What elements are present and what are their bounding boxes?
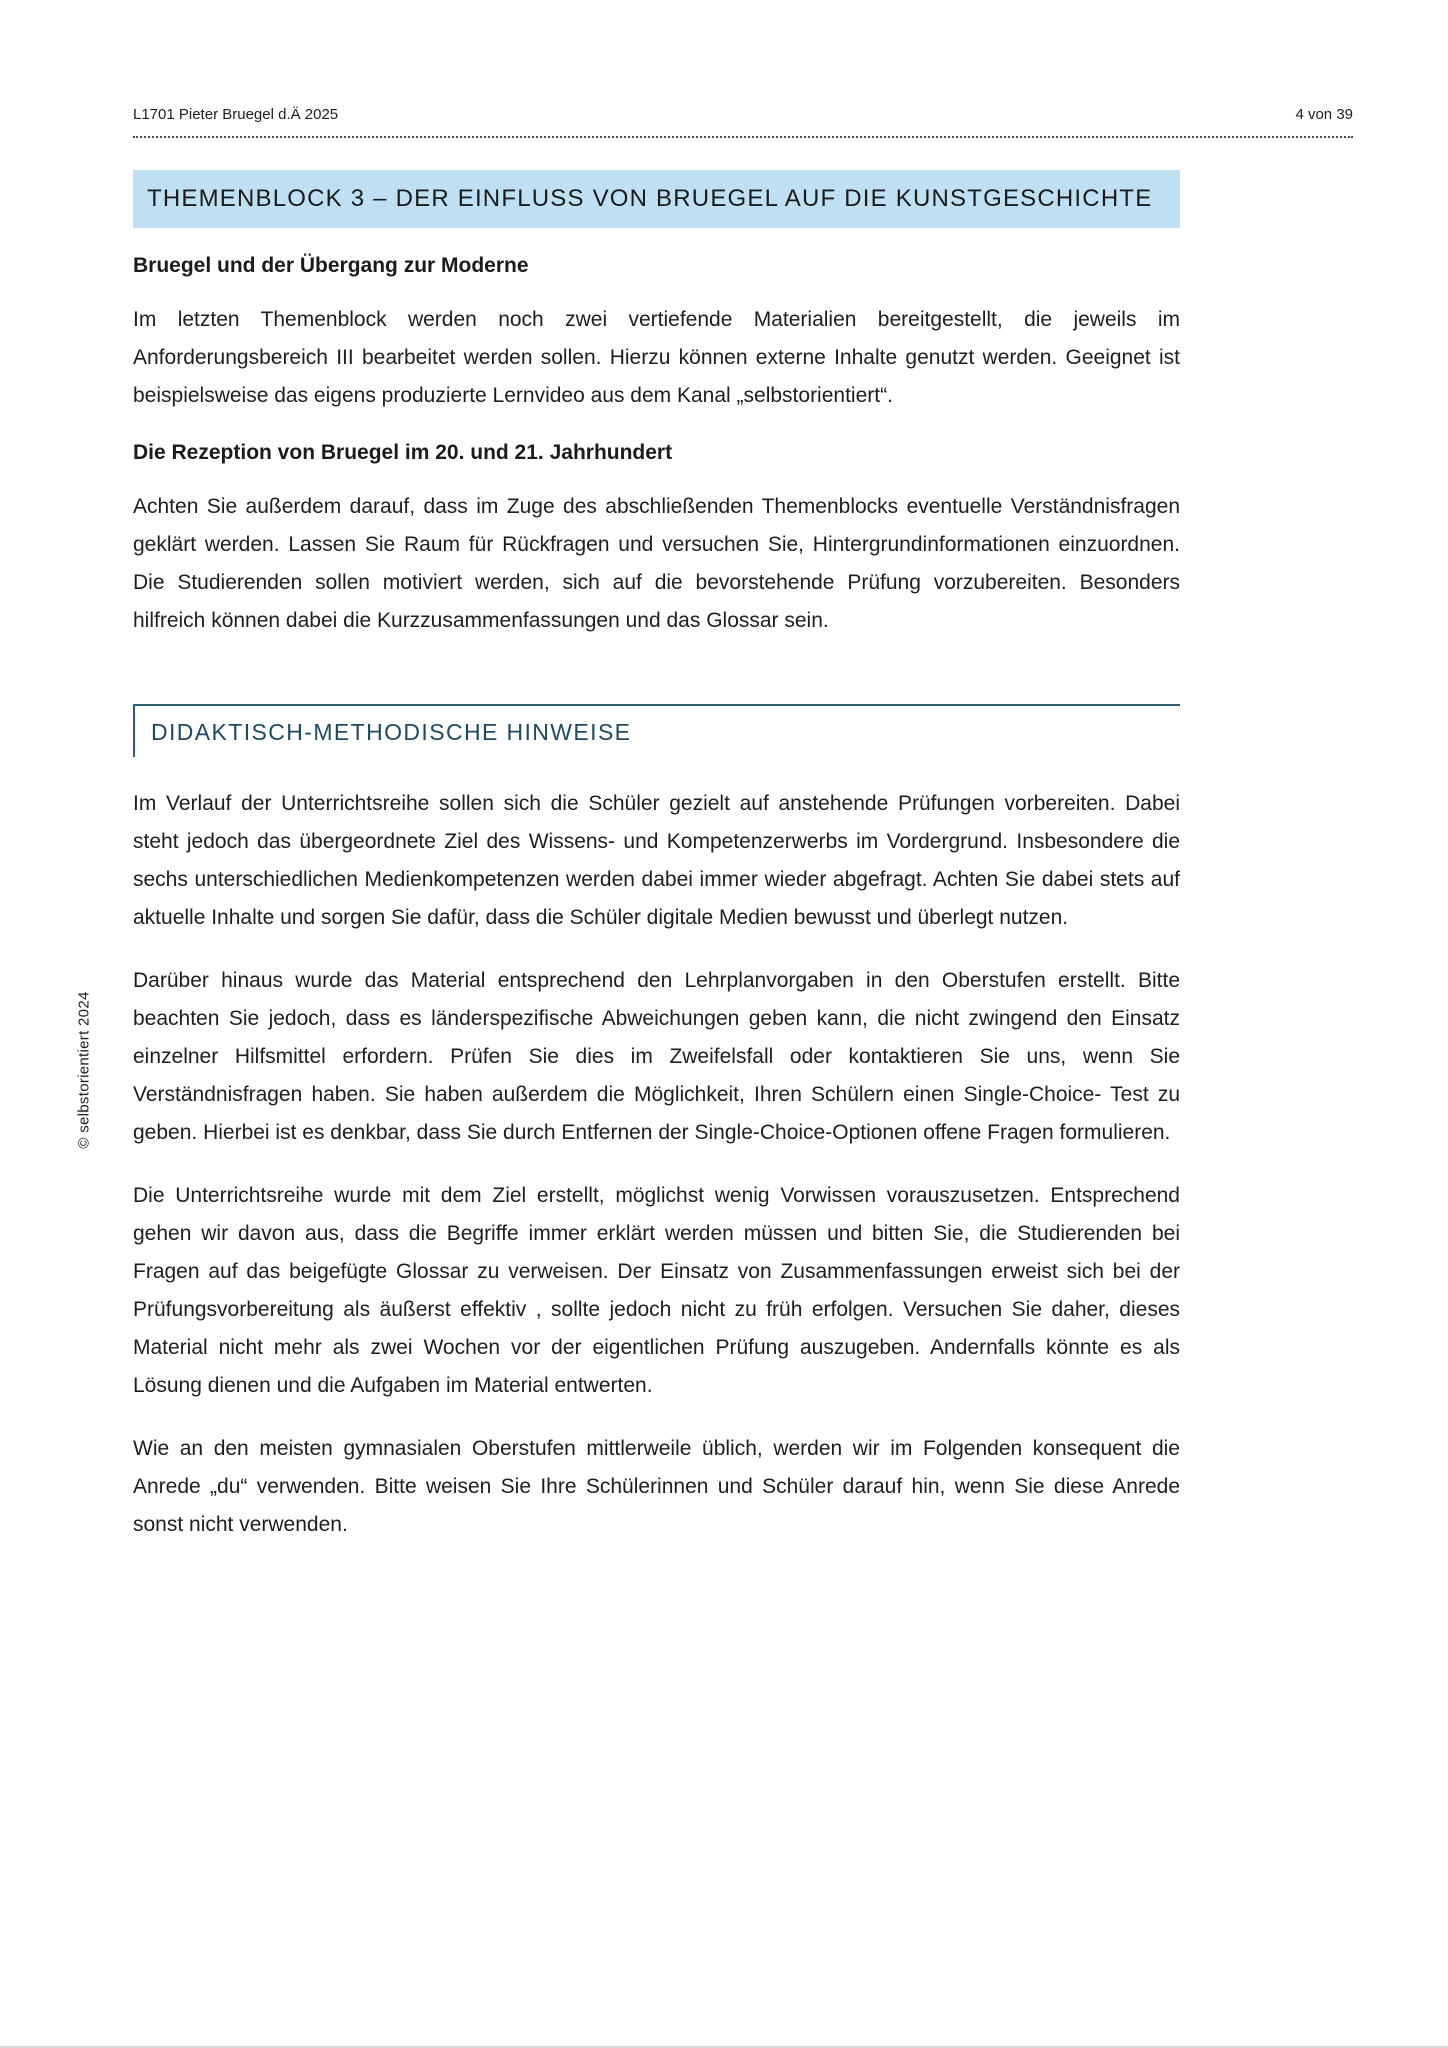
page-header — [133, 0, 1353, 138]
themenblock-3-title: THEMENBLOCK 3 – DER EINFLUSS VON BRUEGEL AUF DIE KUNSTGESCHICHTE — [133, 170, 1180, 228]
paragraph-didaktik-1: Im Verlauf der Unterrichtsreihe sollen sich die Schüler gezielt auf anstehende Prüfungen vorbereiten. Dabei steht jedoch das übergeordnete Ziel des Wissens- und Kompetenzerwerbs im Vordergrund. Insbesondere die sechs unterschiedlichen Medienkompetenzen werden dabei immer wieder abgefragt. Achten Sie dabei stets auf aktuelle Inhalte und sorgen Sie dafür, dass die Schüler digitale Medien bewusst und überlegt nutzen. — [133, 792, 1180, 929]
paragraph-didaktik-2: Darüber hinaus wurde das Material entsprechend den Lehrplanvorgaben in den Oberstufen erstellt. Bitte beachten Sie jedoch, dass es länderspezifische Abweichungen geben kann, die nicht zwingend den Einsatz einzelner Hilfsmittel erfordern. Prüfen Sie dies im Zweifelsfall oder kontaktieren Sie uns, wenn Sie Verständnisfragen haben. Sie haben außerdem die Möglichkeit, Ihren Schülern einen Single-Choice- Test zu geben. Hierbei ist es denkbar, dass Sie durch Entfernen der Single-Choice-Optionen offene Fragen formulieren. — [133, 969, 1180, 1144]
didaktik-section-title: DIDAKTISCH-METHODISCHE HINWEISE — [133, 704, 1180, 757]
paragraph-themenblock-abschluss: Achten Sie außerdem darauf, dass im Zuge des abschließenden Themenblocks eventuelle Verständnisfragen geklärt werden. Lassen Sie Raum für Rückfragen und versuchen Sie, Hintergrundinformationen einzuordnen. Die Studierenden sollen motiviert werden, sich auf die bevorstehende Prüfung vorzubereiten. Besonders hilfreich können dabei die Kurzzusammenfassungen und das Glossar sein. — [133, 495, 1180, 632]
paragraph-didaktik-4: Wie an den meisten gymnasialen Oberstufen mittlerweile üblich, werden wir im Folgenden konsequent die Anrede „du“ verwenden. Bitte weisen Sie Ihre Schülerinnen und Schüler darauf hin, wenn Sie diese Anrede sonst nicht verwenden. — [133, 1437, 1180, 1536]
page-number: 4 von 39 — [1295, 106, 1353, 123]
page-content — [133, 170, 1180, 1544]
paragraph-didaktik-3: Die Unterrichtsreihe wurde mit dem Ziel erstellt, möglichst wenig Vorwissen vorauszusetzen. Entsprechend gehen wir davon aus, dass die Begriffe immer erklärt werden müssen und bitten Sie, die Studierenden bei Fragen auf das beigefügte Glossar zu verweisen. Der Einsatz von Zusammenfassungen erweist sich bei der Prüfungsvorbereitung als äußerst effektiv , sollte jedoch nicht zu früh erfolgen. Versuchen Sie daher, dieses Material nicht mehr als zwei Wochen vor der eigentlichen Prüfung auszugeben. Andernfalls könnte es als Lösung dienen und die Aufgaben im Material entwerten. — [133, 1184, 1180, 1397]
paragraph-themenblock-intro: Im letzten Themenblock werden noch zwei vertiefende Materialien bereitgestellt, die jeweils im Anforderungsbereich III bearbeitet werden sollen. Hierzu können externe Inhalte genutzt werden. Geeignet ist beispielsweise das eigens produzierte Lernvideo aus dem Kanal „selbstorientiert“. — [133, 308, 1180, 407]
subheading-bruegel-uebergang-moderne: Bruegel und der Übergang zur Moderne — [133, 254, 529, 277]
document-code: L1701 Pieter Bruegel d.Ä 2025 — [133, 106, 339, 123]
subheading-rezeption-20-21-jahrhundert: Die Rezeption von Bruegel im 20. und 21. Jahrhundert — [133, 441, 673, 464]
copyright-watermark: © selbstorientiert 2024 — [75, 991, 93, 1149]
